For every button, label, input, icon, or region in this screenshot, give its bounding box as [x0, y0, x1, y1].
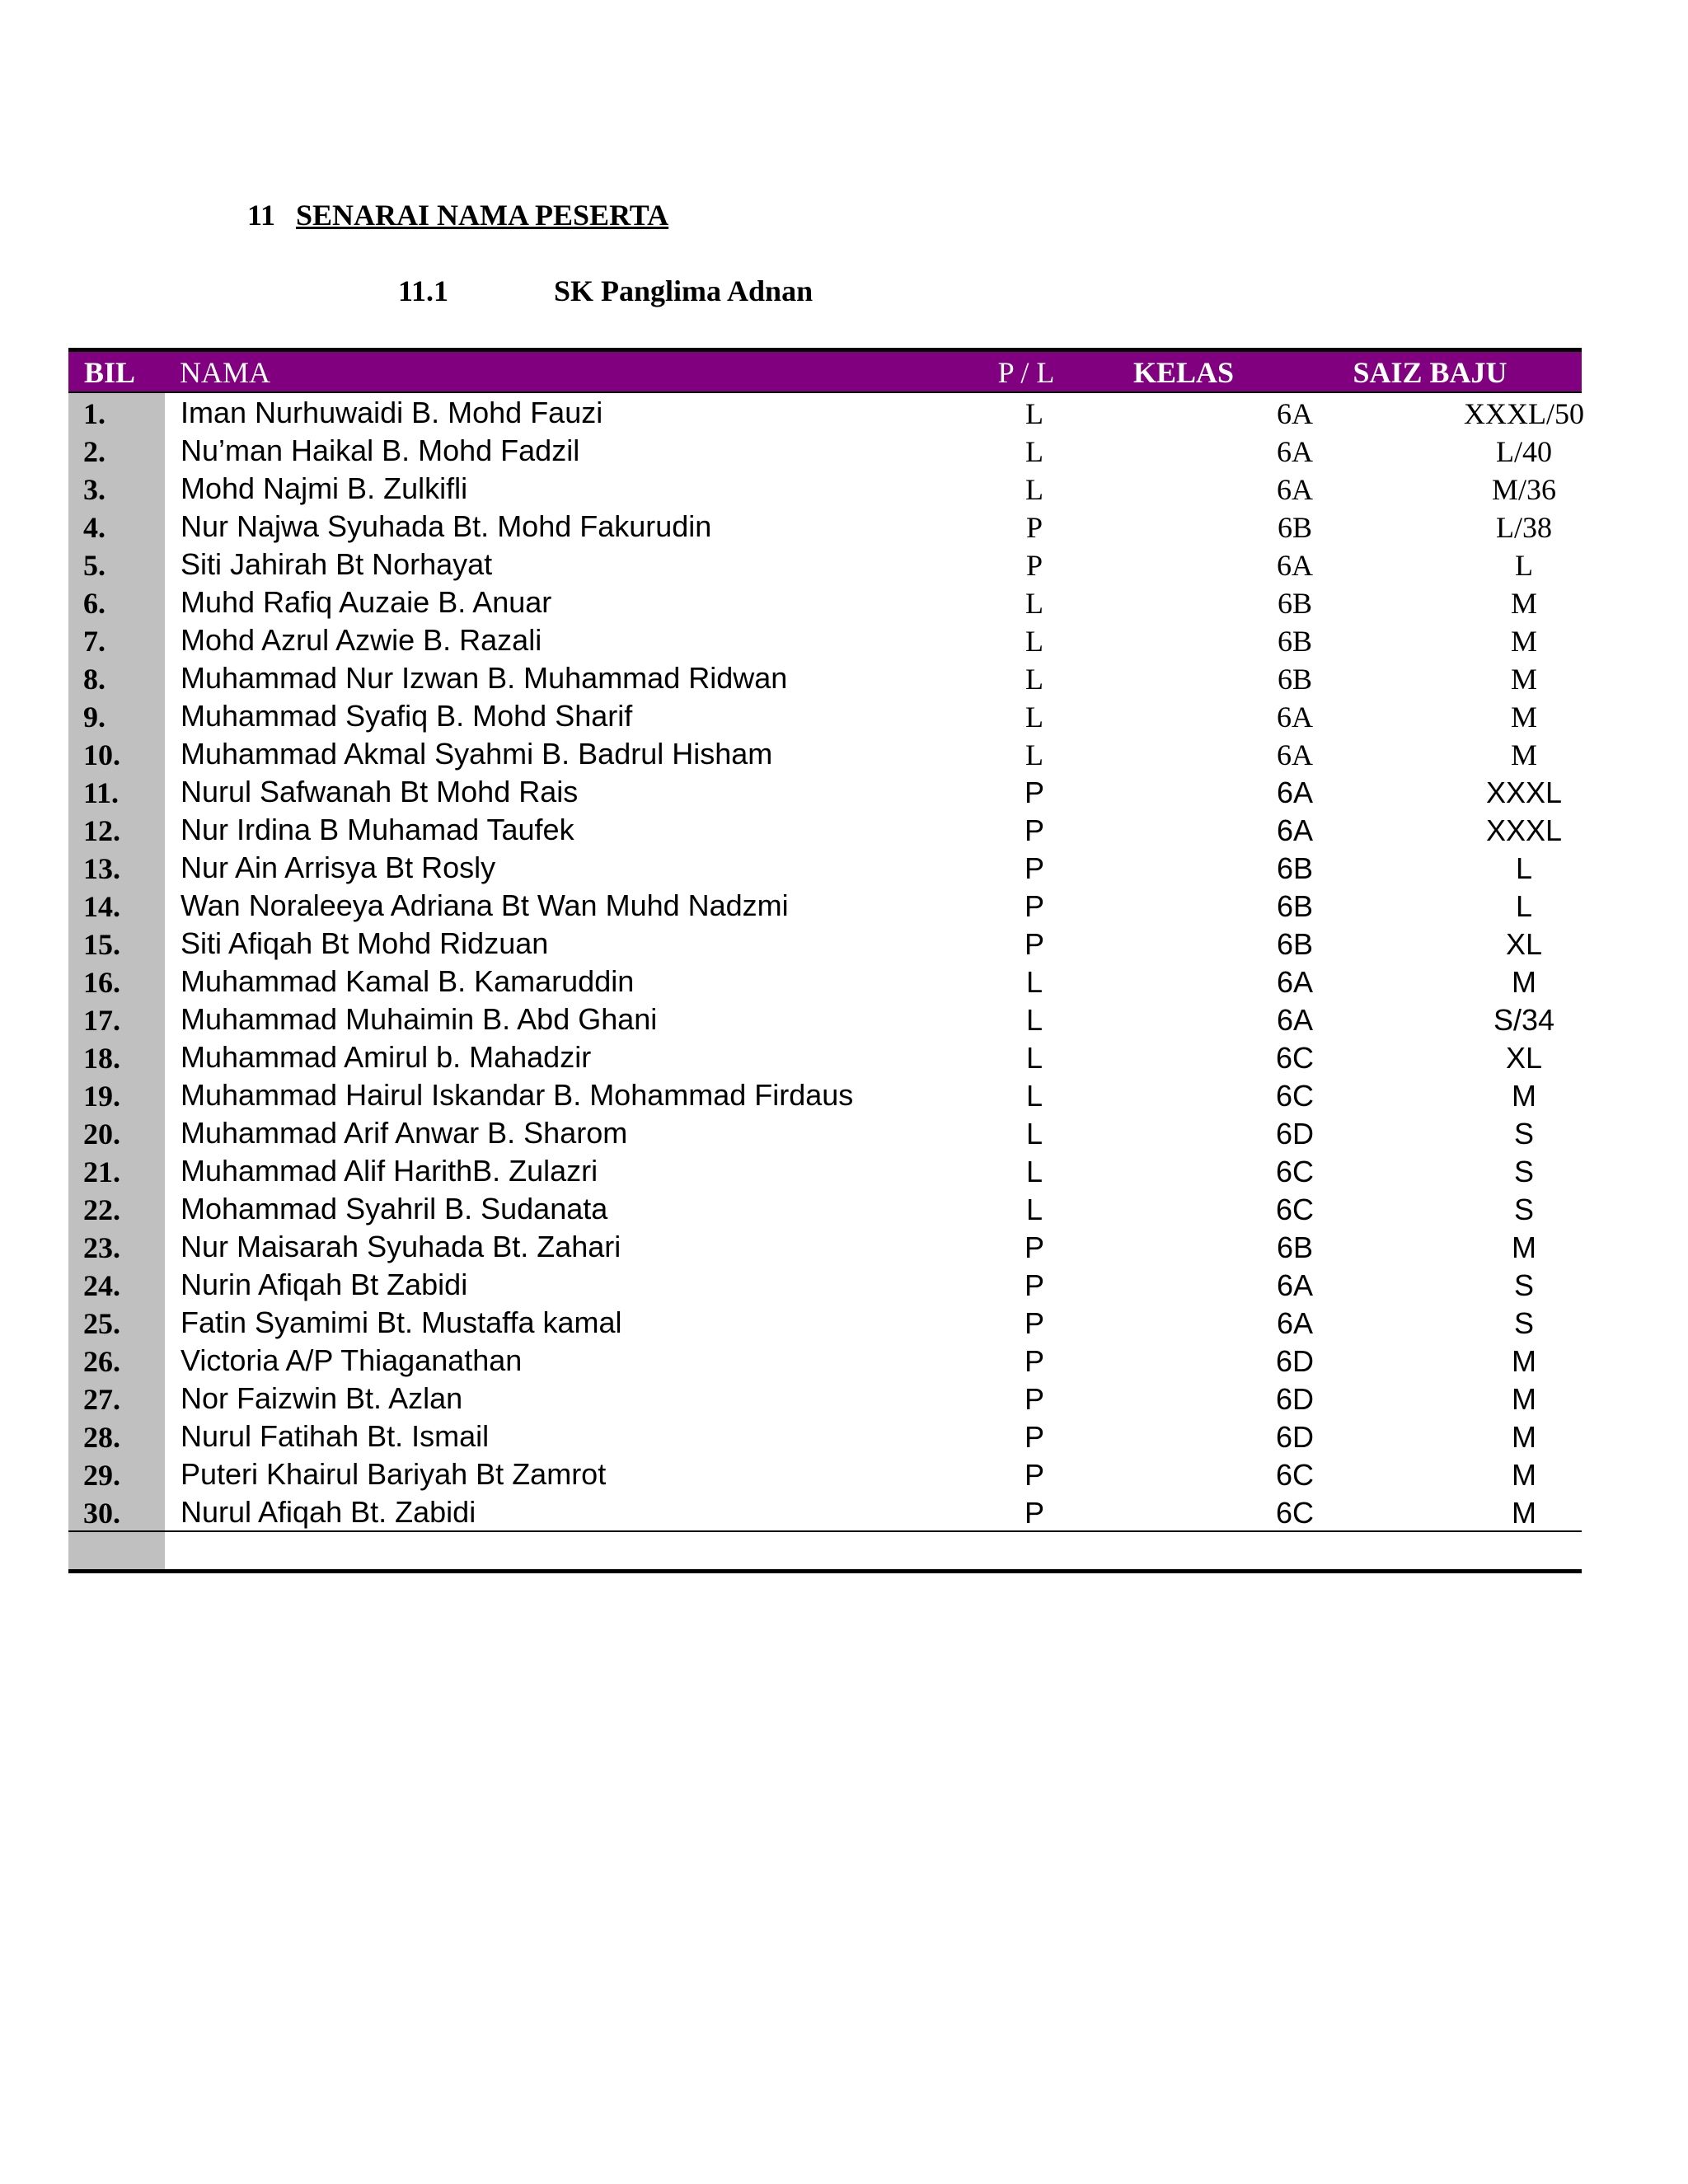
cell-saiz-baju: L [1515, 851, 1533, 885]
table-row [68, 1265, 1582, 1303]
header-bil: BIL [84, 356, 136, 389]
cell-pl: P [1024, 1230, 1044, 1264]
cell-saiz-baju: M [1512, 1230, 1536, 1264]
cell-bil: 26. [83, 1345, 120, 1378]
table-row [68, 393, 1582, 431]
cell-saiz-baju: S [1513, 1268, 1534, 1302]
table-row [68, 469, 1582, 507]
cell-bil: 11. [83, 776, 120, 809]
cell-kelas: 6A [1276, 813, 1314, 847]
empty-table-row [68, 1532, 1582, 1569]
cell-pl: L [1025, 738, 1043, 771]
cell-pl: L [1025, 1193, 1043, 1226]
cell-saiz-baju: M [1510, 738, 1537, 771]
cell-pl: L [1025, 397, 1043, 430]
cell-kelas: 6C [1275, 1079, 1315, 1113]
cell-kelas: 6B [1277, 587, 1312, 620]
cell-pl: L [1025, 1117, 1043, 1151]
cell-nama: Nurul Afiqah Bt. Zabidi [181, 1495, 476, 1529]
cell-pl: P [1025, 511, 1043, 544]
subsection-title: SK Panglima Adnan [554, 274, 814, 307]
table-row [68, 696, 1582, 734]
cell-nama: Muhd Rafiq Auzaie B. Anuar [181, 585, 552, 619]
cell-nama: Nur Maisarah Syuhada Bt. Zahari [181, 1230, 621, 1263]
subsection-heading [398, 274, 813, 308]
cell-nama: Muhammad Hairul Iskandar B. Mohammad Firdaus [181, 1078, 854, 1112]
table-row [68, 924, 1582, 962]
cell-nama: Nur Najwa Syuhada Bt. Mohd Fakurudin [181, 509, 712, 543]
table-row [68, 1227, 1582, 1265]
cell-bil: 23. [83, 1231, 120, 1264]
cell-bil: 19. [83, 1080, 120, 1113]
table-row [68, 1493, 1582, 1530]
cell-nama: Muhammad Kamal B. Kamaruddin [181, 964, 635, 998]
table-row [68, 886, 1582, 924]
cell-pl: L [1025, 701, 1043, 733]
cell-nama: Muhammad Amirul b. Mahadzir [181, 1040, 592, 1074]
cell-bil: 25. [83, 1307, 120, 1340]
cell-nama: Muhammad Alif HarithB. Zulazri [181, 1154, 598, 1188]
cell-pl: P [1024, 1420, 1044, 1454]
cell-kelas: 6C [1275, 1458, 1315, 1492]
cell-nama: Nor Faizwin Bt. Azlan [181, 1381, 463, 1415]
cell-saiz-baju: S [1513, 1117, 1534, 1151]
cell-kelas: 6A [1277, 549, 1313, 582]
cell-pl: P [1024, 927, 1044, 961]
cell-nama: Siti Afiqah Bt Mohd Ridzuan [181, 926, 549, 960]
table-row [68, 1417, 1582, 1455]
cell-saiz-baju: L/38 [1496, 511, 1552, 544]
table-row [68, 1303, 1582, 1341]
cell-kelas: 6B [1276, 889, 1314, 923]
cell-bil: 28. [83, 1421, 120, 1454]
cell-pl: L [1025, 1079, 1043, 1113]
cell-nama: Fatin Syamimi Bt. Mustaffa kamal [181, 1305, 622, 1339]
table-row [68, 621, 1582, 658]
cell-saiz-baju: XXXL [1485, 813, 1563, 847]
cell-kelas: 6A [1276, 776, 1314, 809]
cell-pl: P [1024, 1458, 1044, 1492]
cell-bil: 1. [83, 397, 106, 430]
cell-bil: 18. [83, 1042, 120, 1075]
cell-saiz-baju: M [1512, 1458, 1536, 1492]
cell-pl: P [1024, 1344, 1044, 1378]
table-row [68, 1189, 1582, 1227]
cell-nama: Mohammad Syahril B. Sudanata [181, 1192, 608, 1226]
table-end-rule [68, 1530, 1582, 1532]
cell-pl: P [1024, 1306, 1044, 1340]
cell-saiz-baju: S/34 [1493, 1003, 1555, 1037]
cell-nama: Nu’man Haikal B. Mohd Fadzil [181, 434, 580, 467]
cell-nama: Nurin Afiqah Bt Zabidi [181, 1268, 468, 1301]
cell-saiz-baju: M [1512, 1496, 1536, 1530]
cell-saiz-baju: S [1513, 1155, 1534, 1188]
cell-bil: 15. [83, 928, 120, 961]
cell-saiz-baju: M [1512, 1079, 1536, 1113]
cell-saiz-baju: M [1510, 663, 1537, 696]
cell-bil: 4. [83, 511, 106, 544]
cell-nama: Victoria A/P Thiaganathan [181, 1343, 523, 1377]
table-row [68, 1379, 1582, 1417]
cell-bil: 5. [83, 549, 106, 582]
cell-bil: 13. [83, 852, 120, 885]
subsection-number: 11.1 [398, 274, 449, 307]
table-row [68, 1000, 1582, 1038]
cell-kelas: 6B [1276, 851, 1314, 885]
cell-saiz-baju: XXXL/50 [1464, 397, 1584, 430]
cell-bil: 9. [83, 701, 106, 733]
cell-pl: P [1025, 549, 1043, 582]
cell-kelas: 6A [1277, 738, 1313, 771]
cell-bil: 16. [83, 966, 120, 999]
table-row [68, 1076, 1582, 1113]
cell-bil: 3. [83, 473, 106, 506]
cell-saiz-baju: M [1510, 587, 1537, 620]
section-number: 11 [247, 199, 276, 232]
cell-nama: Nurul Safwanah Bt Mohd Rais [181, 775, 579, 808]
cell-nama: Mohd Najmi B. Zulkifli [181, 471, 468, 505]
table-row [68, 1341, 1582, 1379]
table-row [68, 1113, 1582, 1151]
cell-bil: 17. [83, 1004, 120, 1037]
cell-bil: 29. [83, 1459, 120, 1492]
header-kelas: KELAS [1132, 356, 1235, 389]
cell-kelas: 6B [1277, 511, 1312, 544]
cell-kelas: 6A [1276, 1268, 1314, 1302]
cell-pl: P [1024, 1496, 1044, 1530]
cell-kelas: 6D [1275, 1117, 1315, 1151]
table-row [68, 810, 1582, 848]
cell-kelas: 6C [1275, 1155, 1315, 1188]
cell-pl: P [1024, 1268, 1044, 1302]
cell-nama: Wan Noraleeya Adriana Bt Wan Muhd Nadzmi [181, 888, 789, 922]
section-heading [247, 198, 668, 232]
cell-bil: 20. [83, 1118, 120, 1151]
section-title: SENARAI NAMA PESERTA [296, 199, 669, 232]
cell-pl: L [1025, 1003, 1043, 1037]
cell-nama: Muhammad Nur Izwan B. Muhammad Ridwan [181, 661, 788, 695]
table-row [68, 507, 1582, 545]
cell-bil: 27. [83, 1383, 120, 1416]
cell-kelas: 6B [1277, 625, 1312, 658]
cell-pl: L [1025, 473, 1043, 506]
cell-saiz-baju: M/36 [1491, 473, 1556, 506]
cell-bil: 2. [83, 435, 106, 468]
cell-saiz-baju: M [1512, 1382, 1536, 1416]
cell-kelas: 6A [1276, 965, 1314, 999]
cell-nama: Siti Jahirah Bt Norhayat [181, 547, 493, 581]
cell-nama: Iman Nurhuwaidi B. Mohd Fauzi [181, 396, 603, 429]
cell-kelas: 6B [1276, 927, 1314, 961]
cell-saiz-baju: M [1512, 965, 1536, 999]
cell-kelas: 6B [1276, 1230, 1314, 1264]
cell-nama: Mohd Azrul Azwie B. Razali [181, 623, 542, 657]
table-row [68, 734, 1582, 772]
participant-table [68, 348, 1582, 1573]
cell-nama: Muhammad Syafiq B. Mohd Sharif [181, 699, 633, 733]
cell-kelas: 6A [1277, 473, 1313, 506]
table-row [68, 545, 1582, 583]
cell-kelas: 6C [1275, 1041, 1315, 1075]
cell-saiz-baju: M [1510, 701, 1537, 733]
cell-saiz-baju: L/40 [1496, 435, 1552, 468]
table-row [68, 658, 1582, 696]
table-row [68, 962, 1582, 1000]
cell-nama: Muhammad Arif Anwar B. Sharom [181, 1116, 628, 1150]
cell-kelas: 6D [1275, 1344, 1315, 1378]
cell-kelas: 6A [1277, 701, 1313, 733]
cell-pl: P [1024, 776, 1044, 809]
cell-pl: P [1024, 1382, 1044, 1416]
table-row [68, 1455, 1582, 1493]
table-row [68, 1151, 1582, 1189]
cell-pl: L [1025, 435, 1043, 468]
header-nama: NAMA [180, 356, 271, 389]
cell-pl: L [1025, 587, 1043, 620]
cell-bil: 12. [83, 814, 120, 847]
cell-kelas: 6A [1276, 1306, 1314, 1340]
cell-saiz-baju: XL [1505, 927, 1543, 961]
cell-kelas: 6C [1275, 1193, 1315, 1226]
cell-bil: 14. [83, 890, 120, 923]
cell-saiz-baju: XXXL [1485, 776, 1563, 809]
cell-nama: Nur Ain Arrisya Bt Rosly [181, 851, 496, 884]
cell-kelas: 6A [1277, 397, 1313, 430]
table-row [68, 583, 1582, 621]
table-row [68, 772, 1582, 810]
cell-kelas: 6D [1275, 1382, 1315, 1416]
cell-saiz-baju: XL [1505, 1041, 1543, 1075]
cell-bil: 30. [83, 1497, 120, 1530]
cell-saiz-baju: M [1512, 1344, 1536, 1378]
table-row [68, 1038, 1582, 1076]
cell-saiz-baju: S [1513, 1306, 1534, 1340]
cell-pl: L [1025, 1155, 1043, 1188]
cell-saiz-baju: M [1510, 625, 1537, 658]
cell-pl: L [1025, 1041, 1043, 1075]
table-row [68, 848, 1582, 886]
cell-bil: 8. [83, 663, 106, 696]
cell-bil: 6. [83, 587, 106, 620]
cell-kelas: 6D [1275, 1420, 1315, 1454]
table-body [68, 393, 1582, 1569]
cell-nama: Nur Irdina B Muhamad Taufek [181, 813, 574, 846]
cell-pl: P [1024, 813, 1044, 847]
cell-bil: 21. [83, 1155, 120, 1188]
cell-pl: P [1024, 889, 1044, 923]
table-header [68, 352, 1582, 393]
cell-nama: Muhammad Muhaimin B. Abd Ghani [181, 1002, 658, 1036]
header-pl: P / L [997, 356, 1055, 389]
cell-kelas: 6C [1275, 1496, 1315, 1530]
cell-bil: 22. [83, 1193, 120, 1226]
cell-saiz-baju: S [1513, 1193, 1534, 1226]
cell-pl: L [1025, 663, 1043, 696]
cell-saiz-baju: L [1515, 889, 1533, 923]
cell-saiz-baju: M [1512, 1420, 1536, 1454]
cell-bil: 24. [83, 1269, 120, 1302]
cell-pl: L [1025, 625, 1043, 658]
cell-kelas: 6A [1276, 1003, 1314, 1037]
cell-pl: P [1024, 851, 1044, 885]
cell-nama: Puteri Khairul Bariyah Bt Zamrot [181, 1457, 607, 1491]
cell-kelas: 6B [1277, 663, 1312, 696]
cell-bil: 10. [83, 738, 120, 771]
table-row [68, 431, 1582, 469]
cell-saiz-baju: L [1515, 549, 1533, 582]
cell-kelas: 6A [1277, 435, 1313, 468]
cell-nama: Muhammad Akmal Syahmi B. Badrul Hisham [181, 737, 773, 771]
cell-nama: Nurul Fatihah Bt. Ismail [181, 1419, 490, 1453]
header-saiz-baju: SAIZ BAJU [1353, 356, 1507, 389]
cell-bil: 7. [83, 625, 106, 658]
cell-pl: L [1025, 965, 1043, 999]
